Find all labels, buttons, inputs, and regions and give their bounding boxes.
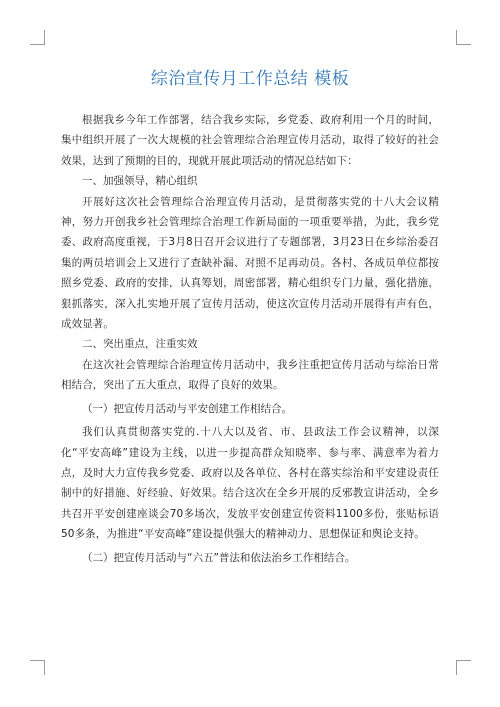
crop-mark-bottom-right bbox=[456, 660, 471, 675]
subsection-heading-1: （一）把宣传月活动与平安创建工作相结合。 bbox=[82, 402, 292, 415]
crop-mark-top-left bbox=[30, 30, 45, 45]
section-heading-1: 一、加强领导，精心组织 bbox=[82, 175, 198, 188]
subsection-1-paragraph: 我们认真贯彻落实党的.十八大以及省、市、县政法工作会议精神，以深化“平安高峰”建设为主线，以进一步提高群众知晓率、参与率、满意率为着力点，及时大力宣传我乡党委、政府以及各单位、各村在落实综治和平安建设责任制中的好措施、好经验、好效果。结合这次在全乡开展的反邪教宣讲活动，全乡共召开平安创建座谈会70多场次，发放平安创建宣传资料1100多份，张贴标语50多条，为推进“平安高峰”建设提供强大的精神动力、思想保证和舆论支持。 bbox=[61, 426, 439, 541]
section-2-paragraph: 在这次社会管理综合治理宣传月活动中，我乡注重把宣传月活动与综治日常相结合，突出了五大重点，取得了良好的效果。 bbox=[61, 358, 439, 392]
document-body bbox=[61, 110, 439, 571]
document-title: 综治宣传月工作总结 模板 bbox=[150, 69, 350, 89]
crop-mark-top-right bbox=[456, 30, 471, 45]
section-1-paragraph: 开展好这次社会管理综合治理宣传月活动，是贯彻落实党的十八大会议精神，努力开创我乡社会管理综合治理工作新局面的一项重要举措，为此，我乡党委、政府高度重视，于3月8日召开会议进行了专题部署，3月23日在乡综治委召集的两员培训会上又进行了查缺补漏、对照不足再动员。各村、各成员单位都按照乡党委、政府的安排，认真筹划，周密部署，精心组织专门力量，强化措施，狠抓落实，深入扎实地开展了宣传月活动，使这次宣传月活动开展得有声有色，成效显著。 bbox=[61, 195, 439, 331]
intro-paragraph: 根据我乡今年工作部署，结合我乡实际，乡党委、政府利用一个月的时间，集中组织开展了一次大规模的社会管理综合治理宣传月活动，取得了较好的社会效果，达到了预期的目的，现就开展此项活动的情况总结如下： bbox=[61, 114, 439, 167]
section-heading-2: 二、突出重点，注重实效 bbox=[82, 338, 198, 351]
crop-mark-bottom-left bbox=[30, 660, 45, 675]
subsection-heading-2: （二）把宣传月活动与“六五”普法和依法治乡工作相结合。 bbox=[82, 551, 356, 564]
